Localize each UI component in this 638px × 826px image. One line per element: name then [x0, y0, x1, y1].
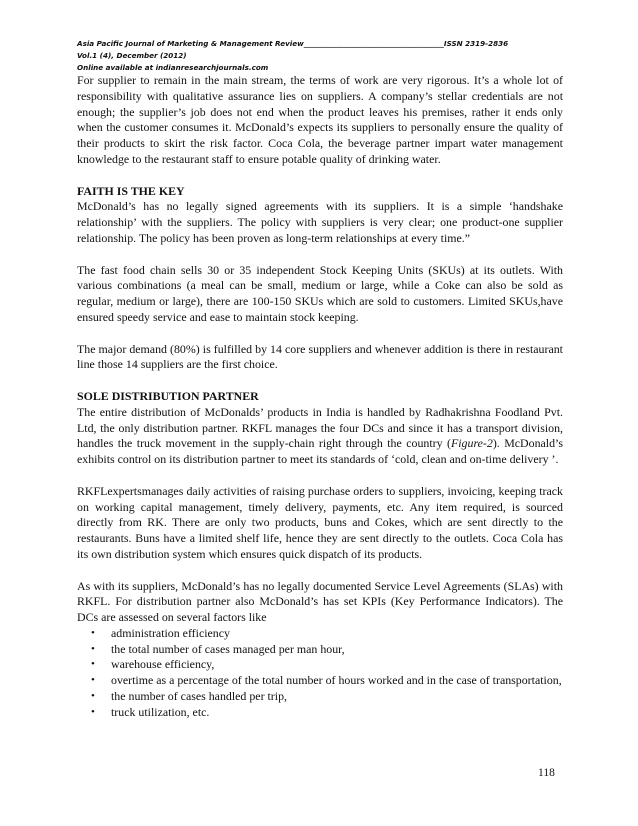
- figure-reference: Figure-2: [450, 436, 493, 451]
- bullet-icon: •: [91, 626, 95, 639]
- list-item: [91, 689, 563, 705]
- bullet-icon: •: [91, 690, 95, 703]
- list-item-text: warehouse efficiency,: [111, 657, 215, 672]
- journal-title-line: Asia Pacific Journal of Marketing & Management Review_______________________________________ISSN 2319-2836: [77, 39, 509, 48]
- bullet-icon: •: [91, 705, 95, 718]
- list-item: [91, 704, 563, 721]
- paragraph-rkfl: [77, 405, 563, 468]
- bullet-icon: •: [91, 658, 95, 671]
- volume-line: Vol.1 (4), December (2012): [77, 51, 187, 60]
- paragraph-core-suppliers: The major demand (80%) is fulfilled by 14 core suppliers and whenever addition is there in restaurant line those 14 suppliers are the first choice.: [77, 341, 563, 372]
- list-item-text: administration efficiency: [111, 625, 230, 640]
- paragraph-slas: As with its suppliers, McDonald’s has no legally documented Service Level Agreements (SLAs) with RKFL. For distribution partner also McDonald’s has set KPIs (Key Performance Indicators). The DCs are assessed on several factors like: [77, 578, 563, 625]
- section-heading-faith: FAITH IS THE KEY: [77, 183, 185, 198]
- bullet-icon: •: [91, 642, 95, 655]
- page-number: 118: [538, 767, 555, 779]
- paragraph-rkfl-part-a: The entire distribution of McDonalds’ products in India is handled by Radhakrishna Foodland Pvt. Ltd, the only distribution partner. RKFL manages the four DCs and since it has a transport division, handles the truck movement in the supply-chain right through the country (: [77, 404, 563, 451]
- journal-header: [77, 38, 567, 74]
- bullet-icon: •: [91, 674, 95, 687]
- online-availability-line: Online available at indianresearchjournals.com: [77, 63, 269, 72]
- list-item-text: overtime as a percentage of the total number of hours worked and in the case of transportation,: [111, 673, 562, 688]
- list-item-text: the number of cases handled per trip,: [111, 689, 287, 704]
- list-item-text: the total number of cases managed per man hour,: [111, 641, 345, 656]
- article-body: [77, 73, 563, 721]
- section-heading-distribution: SOLE DISTRIBUTION PARTNER: [77, 388, 259, 403]
- paragraph-supplier-terms: For supplier to remain in the main stream, the terms of work are very rigorous. It’s a whole lot of responsibility with qualitative assurance lies on suppliers. A company’s stellar credentials are not enough; the supplier’s job does not end when the product leaves his premises, rather it ends only when the customer consumes it. McDonald’s expects its suppliers to personally ensure the quality of their products to skirt the risk factor. Coca Cola, the beverage partner impart water management knowledge to the restaurant staff to ensure potable quality of drinking water.: [77, 73, 563, 166]
- paragraph-handshake: McDonald’s has no legally signed agreements with its suppliers. It is a simple ‘handshake relationship’ with the suppliers. The policy with suppliers is very clear; one product-one supplier relationship. The policy has been proven as long-term relationships at every time.”: [77, 199, 563, 245]
- kpi-bullet-list: [77, 626, 563, 721]
- list-item-text: truck utilization, etc.: [111, 704, 210, 719]
- paragraph-rkfl-experts: RKFLexpertsmanages daily activities of raising purchase orders to suppliers, invoicing, keeping track on working capital management, timely delivery, payments, etc. Any item required, is sourced directly from RK. There are only two products, buns and Cokes, which are sent directly to the restaurants. Buns have a limited shelf life, hence they are sent directly to the outlets. Coca Cola has its own distribution system which ensures quick dispatch of its products.: [77, 483, 563, 561]
- list-item: [91, 673, 563, 689]
- list-item: [91, 625, 563, 642]
- paragraph-skus: The fast food chain sells 30 or 35 independent Stock Keeping Units (SKUs) at its outlets. With various combinations (a meal can be small, medium or large, while a Coke can also be sold as regular, medium or large), there are 100-150 SKUs which are sold to customers. Limited SKUs,have ensured speedy service and ease to maintain stock keeping.: [77, 262, 563, 324]
- list-item: [91, 641, 563, 658]
- list-item: [91, 657, 563, 673]
- paragraph-rkfl-part-b: ). McDonald’s exhibits control on its distribution partner to meet its standards of ‘cold, clean and on-time delivery ’.: [77, 436, 563, 467]
